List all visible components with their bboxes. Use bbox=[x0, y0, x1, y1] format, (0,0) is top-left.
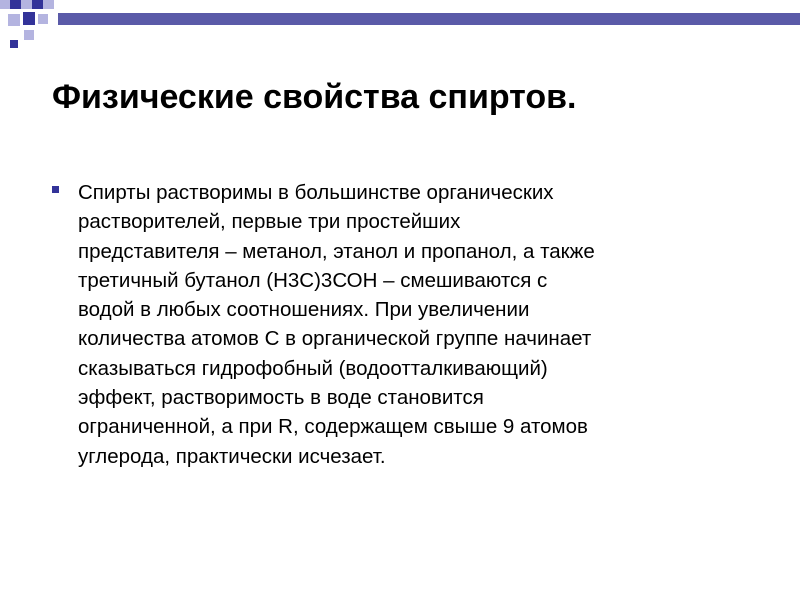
decor-horizontal-bar bbox=[58, 13, 800, 25]
decor-square-light-3 bbox=[43, 0, 54, 9]
bullet-line-5: водой в любых соотношениях. При увеличении bbox=[78, 298, 530, 322]
bullet-line-1: Спирты растворимы в большинстве органических bbox=[78, 181, 554, 204]
slide-title: Физические свойства спиртов. bbox=[52, 78, 577, 116]
bullet-line-3: представителя – метанол, этанол и пропанол, а также bbox=[78, 239, 595, 263]
bullet-line-8: эффект, растворимость в воде становится bbox=[78, 386, 484, 410]
bullet-line-10: углерода, практически исчезает. bbox=[78, 444, 386, 468]
decor-square-dark-2 bbox=[32, 0, 43, 9]
decor-square-light-4 bbox=[8, 14, 20, 26]
bullet-text bbox=[78, 178, 752, 471]
decor-square-light-1 bbox=[0, 0, 10, 9]
bullet-line-2: растворителей, первые три простейших bbox=[78, 210, 461, 234]
decor-square-light-6 bbox=[24, 30, 34, 40]
header-decoration bbox=[0, 0, 800, 60]
bullet-line-9: ограниченной, а при R, содержащем свыше 9 атомов bbox=[78, 415, 588, 439]
decor-square-dark-3 bbox=[23, 12, 35, 25]
decor-square-dark-1 bbox=[10, 0, 21, 9]
bullet-line-7: сказываться гидрофобный (водоотталкивающий) bbox=[78, 356, 548, 380]
bullet-item bbox=[52, 178, 752, 471]
decor-square-light-5 bbox=[38, 14, 48, 24]
decor-square-dark-4 bbox=[10, 40, 18, 48]
bullet-line-6: количества атомов С в органической группе начинает bbox=[78, 327, 592, 351]
bullet-line-4: третичный бутанол (Н3С)3СОН – смешиваются с bbox=[78, 268, 548, 292]
square-bullet-icon bbox=[52, 186, 59, 193]
decor-square-light-2 bbox=[21, 0, 32, 9]
